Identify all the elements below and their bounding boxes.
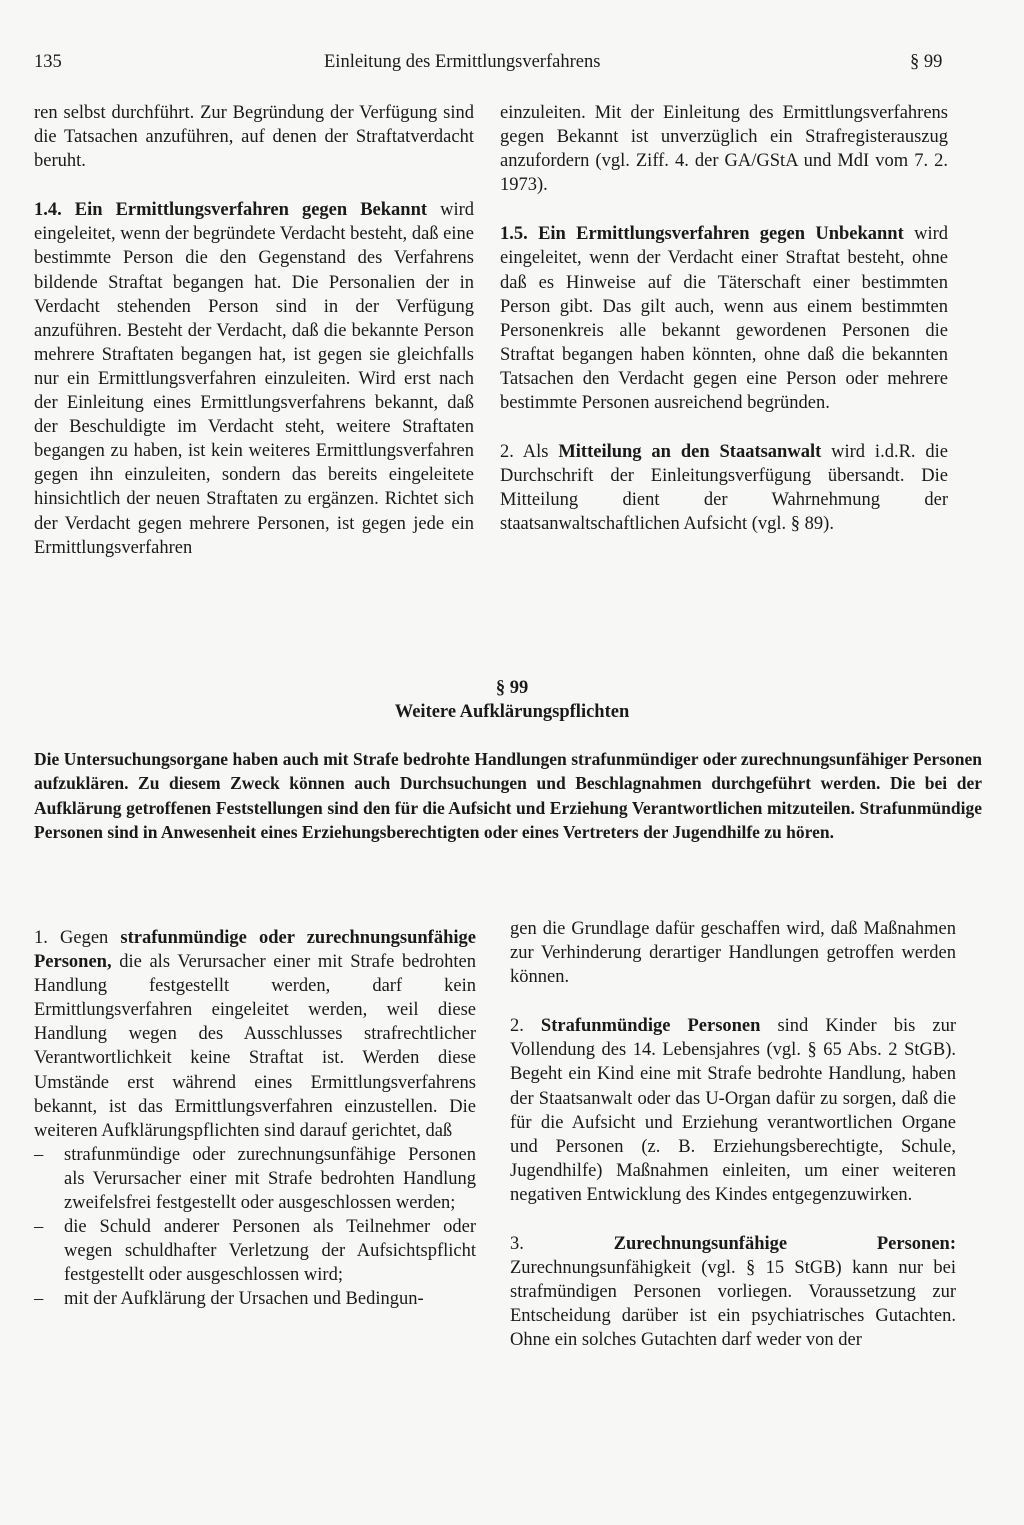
paragraph-number: 1.5. Ein bbox=[500, 224, 566, 245]
list-item-text: strafunmündige oder zurechnungsunfähige Personen als Verursacher einer mit Strafe bedrohten Handlung zweifelsfrei festgestellt oder ausgeschlossen werden; bbox=[64, 1144, 476, 1214]
list-item bbox=[34, 1143, 476, 1215]
statute-text: Die Untersuchungsorgane haben auch mit Strafe bedrohte Handlungen strafunmündiger oder zurechnungsunfähiger Personen aufzuklären. Zu diesem Zweck können auch Durchsuchungen und Beschlagnahmen durchgeführt werden. Die bei der Aufklärung getroffenen Feststellungen sind den für die Aufsicht und Erziehung Verantwortlichen mitzuteilen. Strafunmündige Personen sind in Anwesenheit eines Erziehungsberechtigten oder eines Vertreters der Jugendhilfe zu hören. bbox=[34, 749, 982, 842]
paragraph-1 bbox=[34, 926, 476, 1143]
list-item-text: die Schuld anderer Personen als Teilnehmer oder wegen schuldhafter Verletzung der Aufsichtspflicht festgestellt oder ausgeschlossen wird; bbox=[64, 1217, 476, 1286]
paragraph-number: 1. Gegen bbox=[34, 928, 109, 948]
paragraph-text: Zurechnungsunfähigkeit (vgl. § 15 StGB) kann nur bei strafmündigen Personen vorliegen. Voraussetzung zur Entscheidung darüber ist ein psychiatrisches Gutachten. Ohne ein solches Gutachten darf weder von der bbox=[510, 1258, 956, 1351]
list-item bbox=[34, 1287, 476, 1311]
paragraph-text: die als Verursacher einer mit Strafe bedrohten Handlung festgestellt werden, darf kein Ermittlungsverfahren eingeleitet werden, weil diese Handlung wegen des Ausschlusses strafrechtlicher Verantwortlichkeit keine Straftat ist. Werden diese Umstände erst während eines Ermittlungsverfahrens bekannt, ist das Ermittlungsverfahren einzustellen. Die weiteren Aufklärungspflichten sind darauf gerichtet, daß bbox=[34, 952, 476, 1141]
bold-term: Strafunmündige Personen bbox=[540, 1016, 761, 1037]
paragraph-text: wird eingeleitet, wenn der Verdacht einer Straftat besteht, ohne daß es Hinweise auf die Täterschaft einer bestimmten Person gibt. Das gilt auch, wenn aus einem bestimmten Personenkreis alle bekannt gewordenen Personen die Straftat begangen haben könnten, ohne daß die bekannten Tatsachen den Verdacht gegen eine Person oder mehrere bestimmte Personen ausreichend begründen. bbox=[500, 224, 948, 414]
paragraph-text: wird eingeleitet, wenn der begründete Verdacht besteht, daß eine bestimmte Person die den Gegenstand des Verfahrens bildende Straftat begangen hat. Die Personalien der in Verdacht stehenden Person sind in der Verfügung anzuführen. Besteht der Verdacht, daß die bekannte Person mehrere Straftaten begangen hat, ist gegen sie gleichfalls nur ein Ermittlungsverfahren einzuleiten. Wird erst nach der Einleitung eines Ermittlungsverfahrens bekannt, daß der Beschuldigte im Verdacht steht, weitere Straftaten begangen zu haben, ist kein weiteres Ermittlungsverfahren gegen ihn einzuleiten, sondern das bereits eingeleitete hinsichtlich der neuen Straftaten zu ergänzen. Richtet sich der Verdacht gegen mehrere Personen, ist gegen jede ein Ermittlungsverfahren bbox=[34, 200, 474, 558]
running-title: Einleitung des Ermittlungsverfahrens bbox=[324, 52, 601, 72]
section-title: Weitere Aufklärungspflichten bbox=[394, 702, 630, 722]
paragraph-number: 3. bbox=[510, 1234, 524, 1255]
paragraph-text: sind Kinder bis zur Vollendung des 14. Lebensjahres (vgl. § 65 Abs. 2 StGB). Begeht ein Kind eine mit Strafe bedrohte Handlung, haben der Staatsanwalt oder das U-Organ dafür zu sorgen, daß die für die Aufsicht und Erziehung verantwortlichen Organe und Personen (z. B. Erziehungsberechtigte, Schule, Jugendhilfe) Maßnahmen einleiten, um einer weiteren negativen Entwicklung des Kindes entgegenzuwirken. bbox=[510, 1016, 956, 1205]
list-item bbox=[34, 1215, 476, 1287]
paragraph-number: 1.4. Ein bbox=[34, 200, 103, 221]
bottom-left-column bbox=[34, 926, 476, 1312]
dash-marker: – bbox=[34, 1289, 44, 1310]
bold-term: Ermittlungsverfahren gegen Bekannt bbox=[115, 200, 428, 221]
paragraph-number: 2. Als bbox=[500, 442, 549, 463]
bold-term: strafunmündige oder zurechnungsunfähige Personen, bbox=[34, 928, 476, 973]
bold-term: Zurechnungsunfähige Personen: bbox=[613, 1234, 956, 1255]
top-right-column bbox=[500, 101, 948, 537]
paragraph-continuation: gen die Grundlage dafür geschaffen wird, daß Maßnahmen zur Verhinderung derartiger Handlungen getroffen werden können. bbox=[510, 919, 956, 988]
section-reference: § 99 bbox=[910, 52, 943, 72]
bottom-right-column bbox=[510, 917, 956, 1353]
paragraph-text: wird i.d.R. die Durchschrift der Einleitungsverfügung übersandt. Die Mitteilung dient der Wahrnehmung der staatsanwaltschaftlichen Aufsicht (vgl. § 89). bbox=[500, 442, 949, 535]
paragraph-3 bbox=[510, 1232, 956, 1352]
paragraph-continuation: einzuleiten. Mit der Einleitung des Ermittlungsverfahrens gegen Bekannt ist unverzüglich ein Strafregisterauszug anzufordern (vgl. Ziff. 4. der GA/GStA und MdI vom 7. 2. 1973). bbox=[500, 103, 948, 196]
paragraph-2 bbox=[510, 1014, 956, 1207]
dash-marker: – bbox=[34, 1217, 44, 1238]
bold-term: Mitteilung an den Staatsanwalt bbox=[558, 442, 822, 463]
bold-term: Ermittlungsverfahren gegen Unbekannt bbox=[576, 224, 904, 245]
page-number: 135 bbox=[34, 52, 62, 72]
list-item-text: mit der Aufklärung der Ursachen und Bedingun- bbox=[64, 1289, 424, 1310]
top-left-column bbox=[34, 101, 474, 560]
dash-marker: – bbox=[34, 1144, 44, 1165]
paragraph-2 bbox=[500, 440, 948, 536]
section-number: § 99 bbox=[495, 678, 529, 698]
paragraph-1-4 bbox=[34, 198, 474, 559]
paragraph-continuation: ren selbst durchführt. Zur Begründung der Verfügung sind die Tatsachen anzuführen, auf denen der Straftatverdacht beruht. bbox=[34, 103, 474, 172]
paragraph-1-5 bbox=[500, 222, 948, 415]
paragraph-number: 2. bbox=[510, 1016, 524, 1037]
